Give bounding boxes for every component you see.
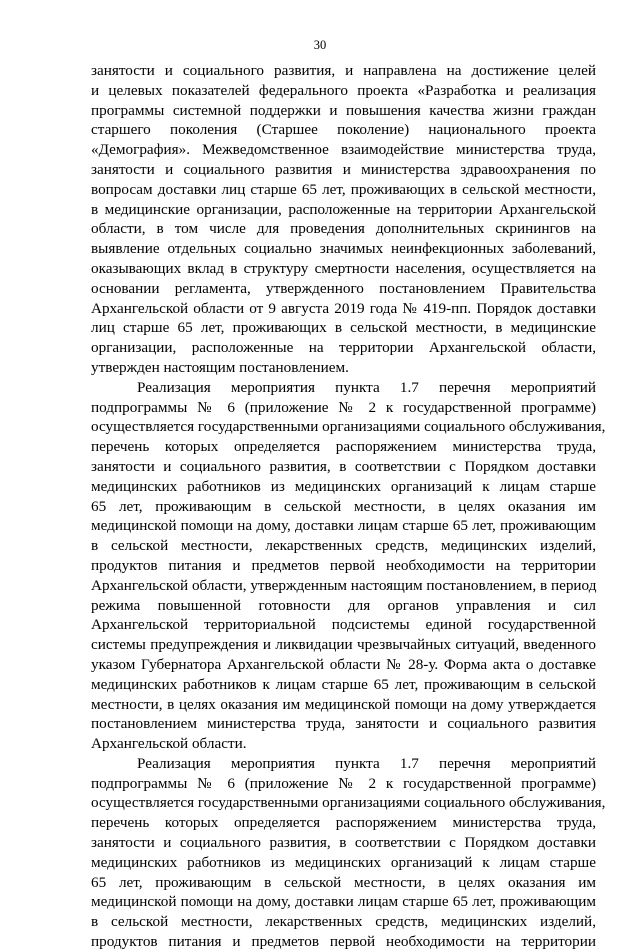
text-line: медицинских работников из медицинских организаций к лицам старше	[91, 853, 596, 871]
text-line: выявление отдельных социально значимых неинфекционных заболеваний,	[91, 240, 596, 258]
text-line: 65 лет, проживающим в сельской местности, в целях оказания им	[91, 497, 596, 515]
text-line: Реализация мероприятия пункта 1.7 перечня мероприятий	[137, 754, 596, 772]
text-line: режима повышенной готовности для органов управления и сил	[91, 596, 596, 614]
text-line: области, в том числе для проведения дополнительных скринингов на	[91, 220, 596, 238]
text-line: основании регламента, утвержденного постановлением Правительства	[91, 279, 596, 297]
text-line: медицинской помощи на дому, доставки лицам старше 65 лет, проживающим	[91, 517, 596, 535]
document-body	[91, 61, 606, 952]
page-number: 30	[313, 38, 327, 52]
text-line: продуктов питания и предметов первой необходимости на территории	[91, 556, 596, 574]
text-line: утвержден настоящим постановлением.	[91, 358, 349, 376]
text-line: занятости и социального развития, и направлена на достижение целей	[91, 62, 596, 79]
text-line: старшего поколения (Старшее поколение) национального проекта	[91, 121, 596, 139]
text-line: занятости и социального развития, в соответствии с Порядком доставки	[91, 457, 596, 475]
text-line: перечень которых определяется распоряжением министерства труда,	[91, 438, 596, 456]
text-line: занятости и социального развития и министерства здравоохранения по	[91, 160, 596, 178]
text-line: системы предупреждения и ликвидации чрезвычайных ситуаций, введенного	[91, 636, 596, 654]
text-line: местности, в целях оказания им медицинской помощи на дому утверждается	[91, 695, 596, 713]
text-line: медицинской помощи на дому, доставки лицам старше 65 лет, проживающим	[91, 893, 596, 911]
text-line: в сельской местности, лекарственных средств, медицинских изделий,	[91, 913, 596, 931]
text-line: и целевых показателей федерального проекта «Разработка и реализация	[91, 81, 596, 99]
text-line: Архангельской территориальной подсистемы единой государственной	[91, 616, 596, 634]
text-line: подпрограммы № 6 (приложение № 2 к государственной программе)	[91, 398, 596, 416]
text-line: осуществляется государственными организациями социального обслуживания,	[91, 794, 606, 812]
text-line: в сельской местности, лекарственных средств, медицинских изделий,	[91, 537, 596, 555]
text-line: Архангельской области, утвержденным настоящим постановлением, в период	[91, 576, 597, 594]
text-line: оказывающих вклад в структуру смертности населения, осуществляется на	[91, 259, 596, 277]
paragraph	[91, 378, 606, 754]
text-line: в медицинские организации, расположенные на территории Архангельской	[91, 200, 596, 218]
paragraph	[91, 61, 596, 378]
text-line: постановлением министерства труда, занятости и социального развития	[91, 715, 596, 733]
text-line: указом Губернатора Архангельской области № 28-у. Форма акта о доставке	[91, 655, 596, 673]
text-line: программы системной поддержки и повышения качества жизни граждан	[91, 101, 596, 119]
text-line: Реализация мероприятия пункта 1.7 перечня мероприятий	[137, 378, 596, 396]
text-line: лиц старше 65 лет, проживающих в сельской местности, в медицинские	[91, 319, 596, 337]
text-line: медицинских работников к лицам старше 65 лет, проживающим в сельской	[91, 675, 596, 693]
text-line: подпрограммы № 6 (приложение № 2 к государственной программе)	[91, 774, 596, 792]
text-line: вопросам доставки лиц старше 65 лет, проживающих в сельской местности,	[91, 180, 596, 198]
text-line: организации, расположенные на территории Архангельской области,	[91, 339, 596, 357]
text-line: осуществляется государственными организациями социального обслуживания,	[91, 418, 606, 436]
text-line: продуктов питания и предметов первой необходимости на территории	[91, 933, 596, 951]
text-line: медицинских работников из медицинских организаций к лицам старше	[91, 477, 596, 495]
text-line: перечень которых определяется распоряжением министерства труда,	[91, 814, 596, 832]
paragraph	[91, 754, 606, 952]
text-line: Архангельской области.	[91, 735, 247, 753]
text-line: «Демография». Межведомственное взаимодействие министерства труда,	[91, 141, 596, 159]
text-line: занятости и социального развития, в соответствии с Порядком доставки	[91, 834, 596, 852]
text-line: Архангельской области от 9 августа 2019 года № 419-пп. Порядок доставки	[91, 299, 596, 317]
text-line: 65 лет, проживающим в сельской местности, в целях оказания им	[91, 873, 596, 891]
